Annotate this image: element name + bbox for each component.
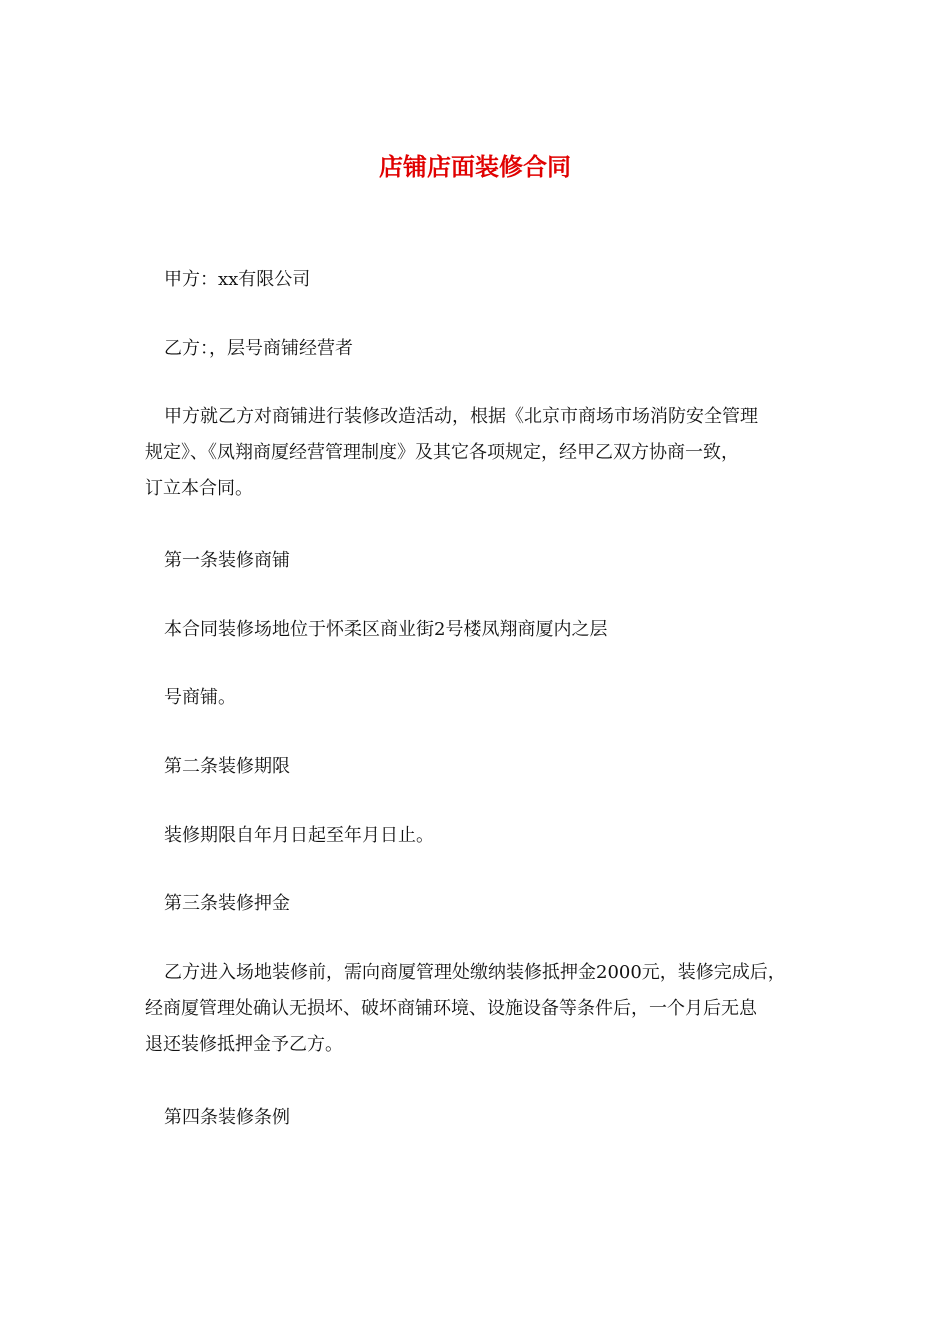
text-line: 第三条装修押金 [164,893,290,914]
party-a [145,262,810,298]
text-line: 第二条装修期限 [164,756,290,777]
text-line: 乙方：，层号商铺经营者 [164,338,353,359]
text-line: 甲方：xx有限公司 [164,269,311,290]
text-line: 规定》、《凤翔商厦经营管理制度》及其它各项规定，经甲乙双方协商一致， [145,442,739,463]
text-line: 装修期限自年月日起至年月日止。 [164,825,434,846]
article-3-heading [145,886,810,922]
party-b [145,331,810,367]
article-1-body [145,612,810,648]
text-line: 号商铺。 [164,687,236,708]
text-line: 甲方就乙方对商铺进行装修改造活动，根据《北京市商场市场消防安全管理 [164,406,758,427]
text-line: 乙方进入场地装修前，需向商厦管理处缴纳装修抵押金2000元，装修完成后， [164,962,786,983]
article-2-body [145,818,810,854]
text-line: 订立本合同。 [145,478,253,499]
article-4-heading [145,1100,810,1136]
text-line: 本合同装修场地位于怀柔区商业街2号楼凤翔商厦内之层 [164,619,608,640]
text-line: 第一条装修商铺 [164,550,290,571]
article-1-body-continued [145,680,810,716]
text-line: 经商厦管理处确认无损坏、破坏商铺环境、设施设备等条件后，一个月后无息 [145,998,757,1019]
text-line: 退还装修抵押金予乙方。 [145,1034,343,1055]
text-line: 第四条装修条例 [164,1107,290,1128]
document-title: 店铺店面装修合同 [379,153,571,181]
article-2-heading [145,749,810,785]
preamble-paragraph [145,399,810,507]
article-1-heading [145,543,810,579]
article-3-body [145,955,810,1063]
